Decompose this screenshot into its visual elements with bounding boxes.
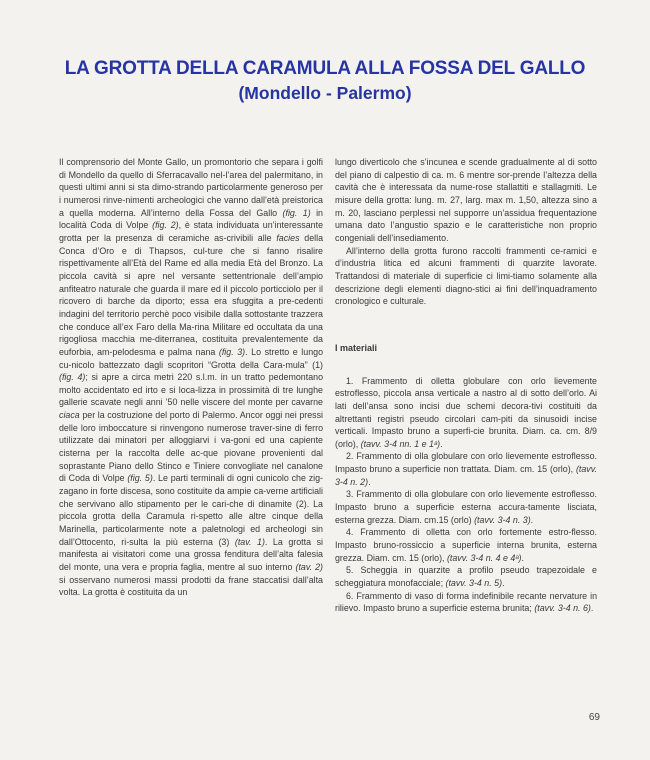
text-run: . (440, 438, 443, 449)
text-run: , è stata individuata un’interessante grotta per la presenza di ceramiche as-crivibili alle (59, 220, 324, 243)
title-line-1: LA GROTTA DELLA CARAMULA ALLA FOSSA DEL GALLO (64, 58, 586, 79)
text-run: . (530, 514, 534, 525)
figure-reference: facies (276, 232, 300, 243)
catalog-item (335, 488, 597, 526)
text-run: . Le parti terminali di ogni cunicolo che zig-zagano in forte discesa, sono costituite da ampie ca-verne artificiali che servivano allo stipamento per le cari-che di dinamite ( (59, 473, 323, 509)
figure-reference: (tav. 1) (234, 536, 265, 547)
text-run: 2 (298, 498, 304, 509)
text-run: . (590, 603, 594, 614)
text-run: lungo diverticolo che s’incunea e scende gradualmente al di sotto del piano di calpestio di ca. m. 6 mentre sor-prende l’altezza della cavità che è interessata da nume-rose stallattiti e stallagmiti. Le misure della grotta: lung. m. 27, larg. max m. 1,50, altezza sino a m. 20, lasciano perplessi nel supporre un’assidua frequentazione umana dato l’angustio spazio e le caratteristiche non proprio congeniali dell’insediamento. (335, 157, 597, 243)
text-run: . (502, 578, 505, 589)
figure-reference: (fig. 4) (59, 372, 86, 383)
article-title (40, 57, 610, 105)
text-run: per la costruzione del porto di Palermo. Ancor oggi nei pressi delle loro imboccature si rinvengono numerose traver-sine di ferro utilizzate dai minatori per alloggiarvi i va-goni ed una capiente cisterna per la raccolta delle ac-que piovane provenienti dal soprastante Piano dello Stinco e Tiniere convogliate nel canalone di Coda di Volpe (59, 410, 323, 484)
text-run: in località Coda di Volpe (59, 207, 323, 231)
figure-reference: (tavv. 3-4 n. 3) (474, 514, 531, 525)
catalog-item (335, 375, 597, 451)
catalog-item (335, 450, 597, 488)
figure-reference: (fig. 1) (282, 207, 311, 218)
text-run: 6. Frammento di vaso di forma indefinibile recante nervature in rilievo. Impasto bruno a superficie esterna brunita; (335, 590, 597, 614)
right-paragraphs (335, 156, 597, 308)
text-run: . La grotta si manifesta ai visitatori come una grossa fenditura dell’alta falesia del monte, una vera e propria faglia, mentre al suo interno (59, 536, 324, 572)
text-run: 1 (315, 359, 321, 370)
text-run: Il comprensorio del Monte Gallo, un promontorio che separa i golfi di Mondello da quello di Sferracavallo nel-l’area del palermitano, in questi ultimi anni si sta dimo-strando particolarmente generoso per i numerosi rinve-nimenti archeologici che vanno dall’età preistorica a quella moderna. All’interno della Fossa del Gallo (59, 157, 323, 218)
text-run: si osservano numerosi massi prodotti da frane staccatisi dall’alta volta. La grotta è costituita da un (59, 574, 323, 598)
body-paragraph (335, 156, 597, 245)
figure-reference: (tavv. 3-4 n. 4 e 4ᵃ) (446, 552, 522, 563)
text-run: 5. Scheggia in quarzite a profilo pseudo trapezoidale e scheggiatura monofacciale; (335, 565, 597, 589)
text-run: della Conca d’Oro e di Thapsos, cul-ture che si fanno risalire rispettivamente all’Età del Rame ed alla media Età del Bronzo. La piccola cavità si apre nel versante settentrionale dell’ampio anfiteatro naturale che guarda il mare ed il piccolo porticciolo per il ricovero di barche da diporto; essa era sfuggita a pre-cedenti indagini del territorio perchè poco visibile dalla sottostante trazzera che conduce all’ex Faro della Ma-rina Militare ed occultata da una rigogliosa macchia me-diterranea, costituita prevalentemente da euforbia, am-pelodesma e palma nana (59, 232, 324, 357)
figure-reference: (fig. 3) (218, 346, 246, 357)
figure-reference: (tavv. 3-4 n. 5) (445, 578, 503, 589)
right-column (335, 156, 597, 615)
figure-reference: (tavv. 3-4 n. 6) (534, 603, 591, 614)
text-run: ; si apre a circa metri 220 s.l.m. in un tratto pedemontano molto accidentato ed irto e si loca-lizza in prossimità di tre lunghe gallerie scavate negli anni ’50 nelle viscere del monte per cavarne (59, 372, 323, 408)
text-run: ). La piccola grotta della Caramula ri-spetto alle altre cinque della Marinella, particolarmente note a paletnologi ed archeologi sin dall’Ottocento, ri-sulta la più esterna ( (59, 498, 323, 547)
title-line-2: (Mondello - Palermo) (238, 83, 412, 103)
text-run: . (368, 476, 371, 487)
text-run: 3. Frammento di olla globulare con orlo lievemente estroflesso. Impasto bruno a superficie esterna accura-tamente lisciata, esterna grezza. Diam. cm.15 (orlo) (335, 489, 597, 525)
text-run: 1. Frammento di olletta globulare con orlo lievemente estroflesso, piccola ansa verticale a nastro al di sotto dell’orlo. Ai lati dell’ansa sono incisi due schemi decora-tivi costituiti da altrettanti registri pseudo circolari cam-piti da sinusoidi incise verticali. Impasto bruno a superfi-cie brunita. Diam. ca. cm. 8/9 (orlo), (335, 375, 597, 449)
materials-list (335, 375, 597, 615)
figure-reference: (tav. 2) (295, 562, 323, 572)
catalog-item (335, 526, 597, 564)
text-run: All’interno della grotta furono raccolti frammenti ce-ramici e d’industria litica ed alcuni frammenti di quarzite lavorate. Trattandosi di materiale di superficie ci limi-tiamo solamente alla descrizione degli elementi diagno-stici ai fini dell’inquadramento cronologico e culturale. (335, 245, 597, 307)
text-run: ) (320, 359, 323, 370)
catalog-item (335, 590, 597, 615)
body-paragraph (59, 156, 323, 599)
page-number: 69 (588, 712, 600, 723)
figure-reference: (fig. 5) (127, 473, 153, 484)
catalog-item (335, 564, 597, 589)
text-run: . (521, 552, 524, 563)
figure-reference: ciaca (59, 410, 80, 421)
section-heading: I materiali (335, 342, 378, 353)
figure-reference: (fig. 2) (152, 220, 179, 231)
figure-reference: (tavv. 3-4 n. 2) (335, 464, 597, 487)
body-paragraph (335, 245, 597, 308)
text-run: 2. Frammento di olla globulare con orlo lievemente estroflesso. Impasto bruno a superficie non trattata. Diam. cm. 15 (orlo), (335, 451, 597, 475)
text-run: . Lo stretto e lungo cu-nicolo battezzato dagli scopritori “Grotta della Cara-mula” ( (59, 346, 324, 370)
left-column (59, 156, 323, 599)
text-run: 3 (221, 536, 227, 547)
figure-reference: (tavv. 3-4 nn. 1 e 1ᵃ) (360, 438, 441, 449)
text-run: 4. Frammento di olletta con orlo fortemente estro-flesso. Impasto bruno-rossiccio a superficie interna brunita, esterna grezza. Diam. cm. 15 (orlo), (335, 527, 597, 563)
text-run: ) (226, 536, 235, 547)
